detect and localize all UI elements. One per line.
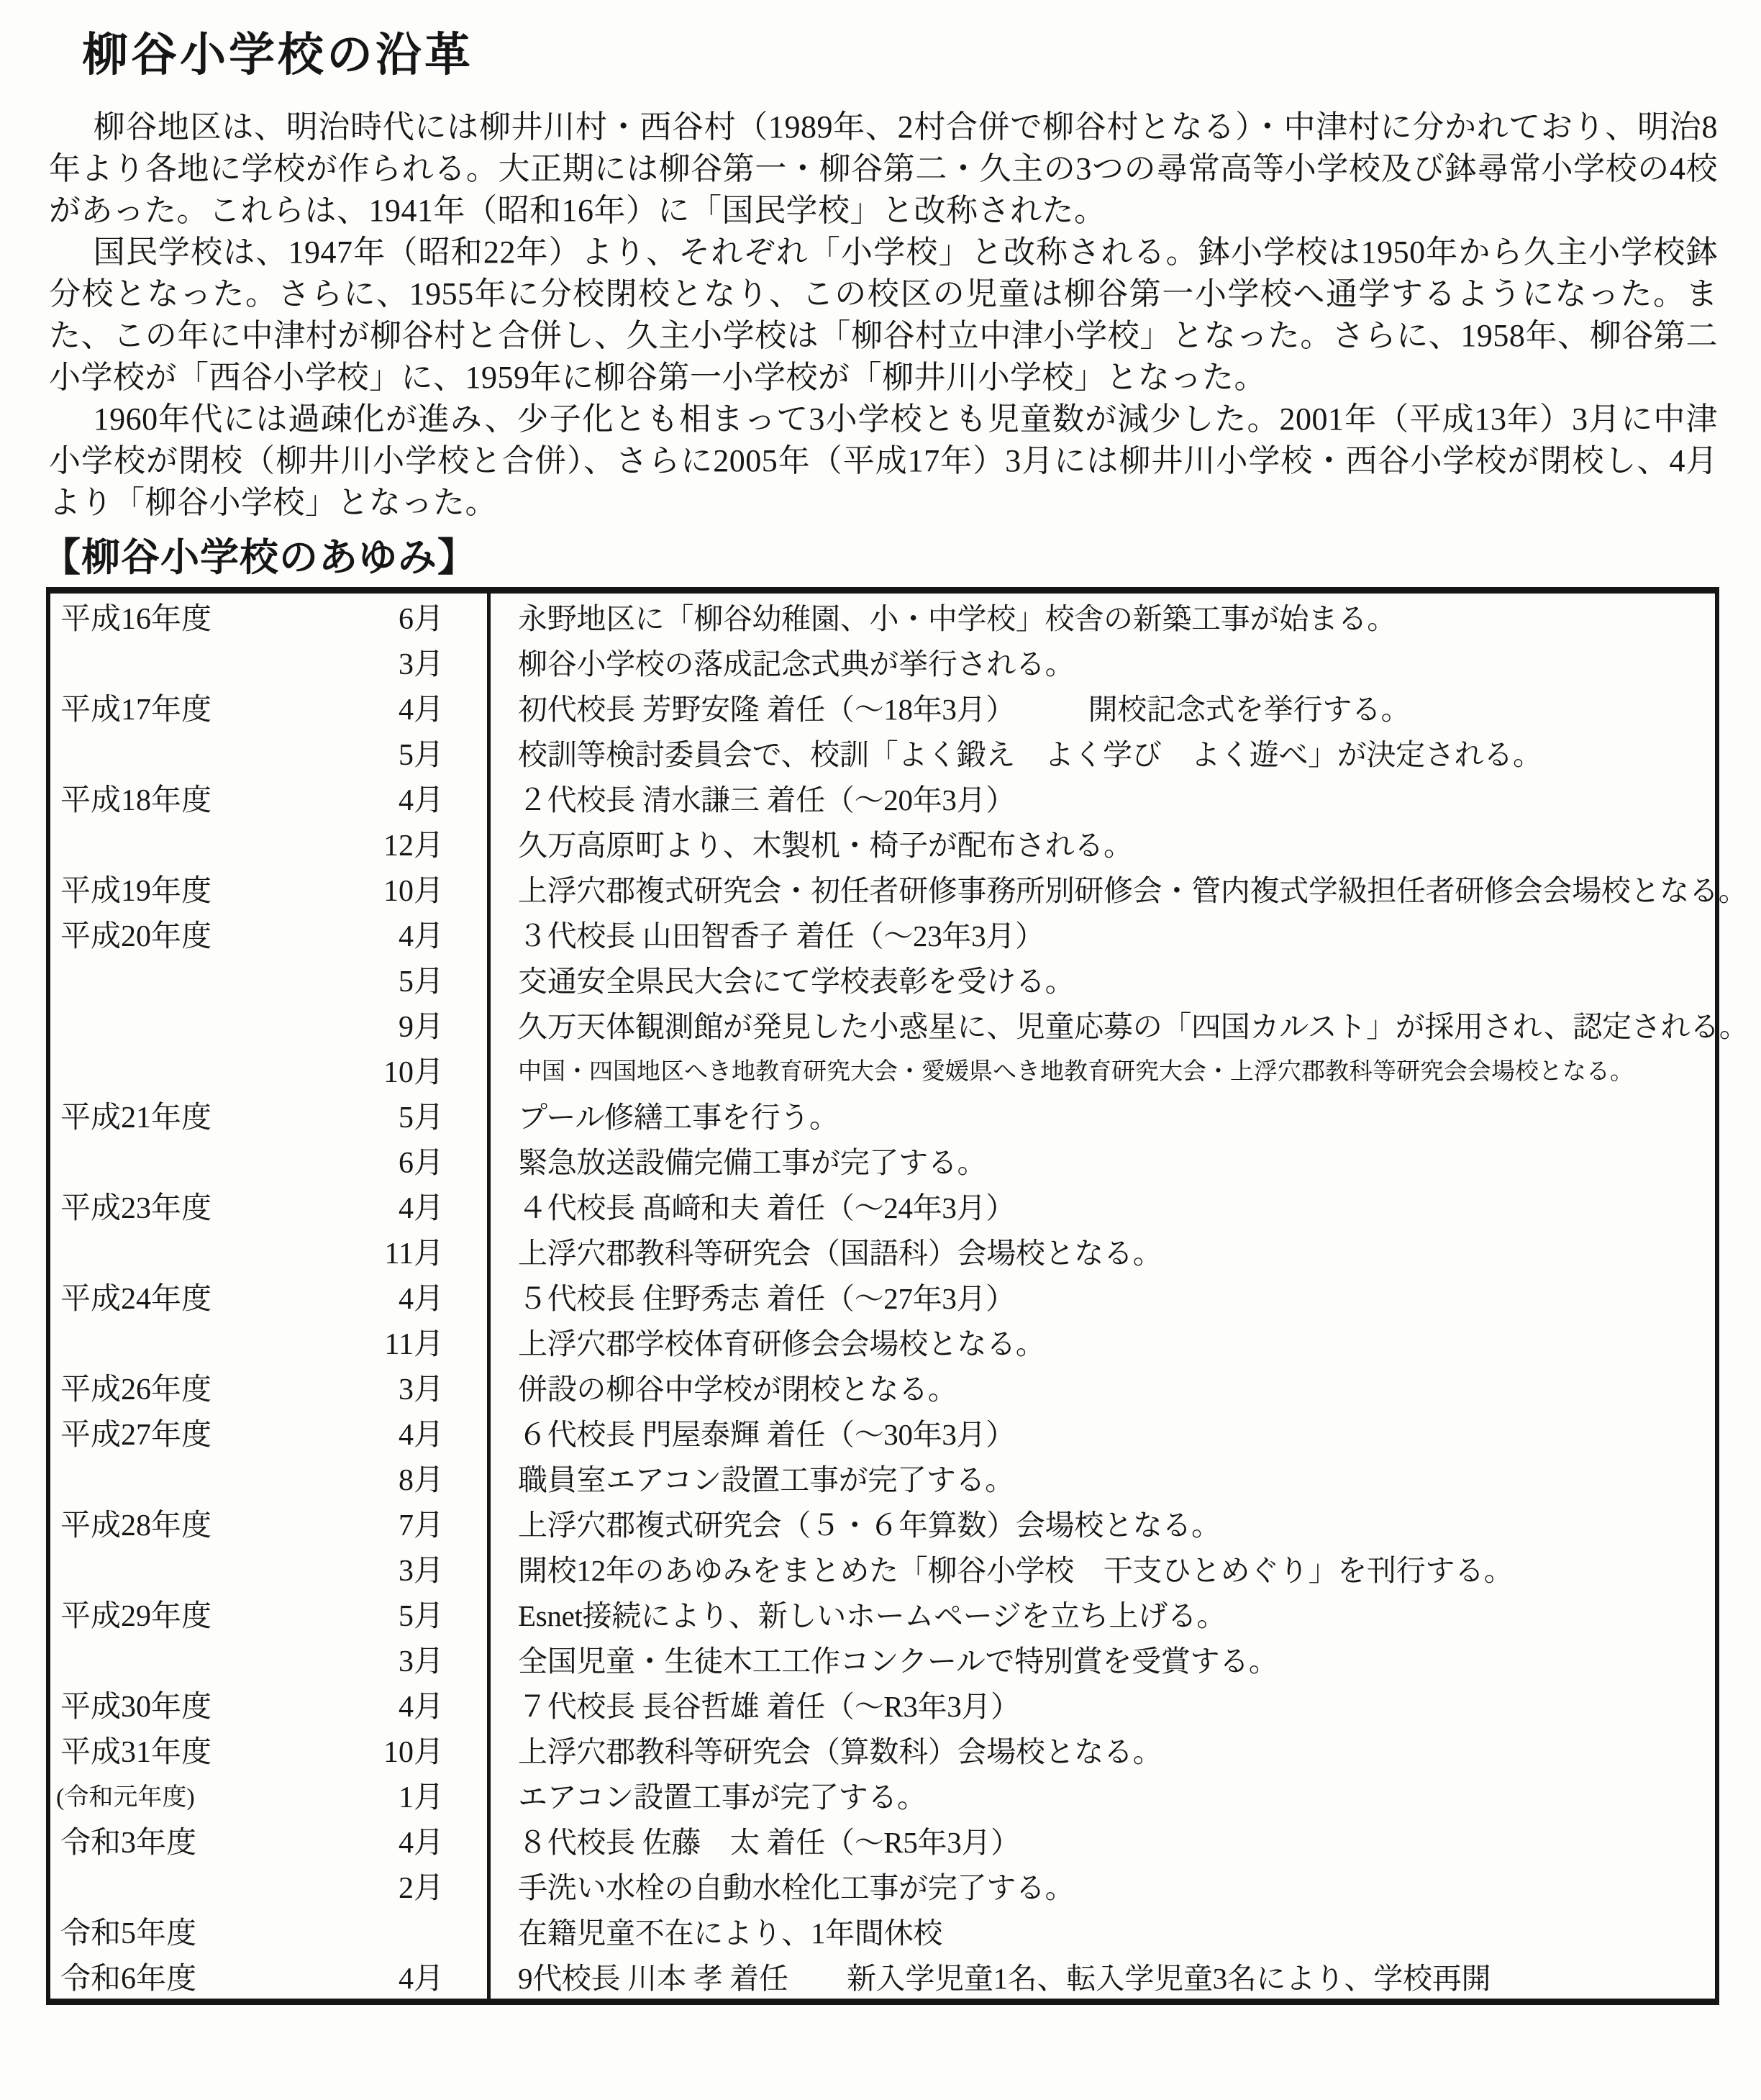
row-month: 1月 <box>288 1772 491 1817</box>
row-event: 上浮穴郡複式研究会（５・６年算数）会場校となる。 <box>518 1509 1221 1542</box>
row-year: 平成30年度 <box>60 1690 212 1724</box>
table-row <box>50 1409 1715 1455</box>
row-event: ５代校長 住野秀志 着任（～27年3月） <box>518 1282 1015 1316</box>
section-heading: 【柳谷小学校のあゆみ】 <box>42 536 477 580</box>
row-month: 4月 <box>288 1681 491 1727</box>
row-year: 平成29年度 <box>60 1599 212 1633</box>
intro-paragraph-1: 柳谷地区は、明治時代には柳井川村・西谷村（1989年、2村合併で柳谷村となる）・中津村に分かれており、明治8年より各地に学校が作られる。大正期には柳谷第一・柳谷第二・久主の3つの尋常高等小学校及び鉢尋常小学校の4校があった。これらは、1941年（昭和16年）に「国民学校」と改称された。 <box>49 109 1718 229</box>
row-event: ７代校長 長谷哲雄 着任（～R3年3月） <box>518 1690 1020 1724</box>
table-row <box>50 1727 1715 1772</box>
row-month: 2月 <box>288 1863 491 1908</box>
row-year: 平成18年度 <box>60 783 212 817</box>
row-month: 3月 <box>288 1545 491 1591</box>
table-row <box>50 1908 1715 1953</box>
table-row <box>50 865 1748 911</box>
row-year: 平成16年度 <box>60 602 212 636</box>
row-month: 4月 <box>288 1273 491 1319</box>
row-year: 平成28年度 <box>60 1509 212 1542</box>
row-month: 4月 <box>288 1817 491 1863</box>
row-event: 併設の柳谷中学校が閉校となる。 <box>518 1373 957 1406</box>
table-row <box>50 1500 1715 1545</box>
table-row <box>50 1817 1715 1863</box>
table-row <box>50 1273 1715 1319</box>
row-year: 平成26年度 <box>60 1373 212 1406</box>
row-month: 5月 <box>288 729 491 775</box>
row-month: 4月 <box>288 1183 491 1228</box>
row-event: エアコン設置工事が完了する。 <box>518 1781 927 1814</box>
row-month: 4月 <box>288 684 491 729</box>
table-row <box>50 729 1715 775</box>
row-year: 令和3年度 <box>60 1826 197 1860</box>
row-event: 初代校長 芳野安隆 着任（～18年3月） 開校記念式を挙行する。 <box>518 693 1411 727</box>
intro-section <box>49 106 1718 524</box>
row-event: 9代校長 川本 孝 着任 新入学児童1名、転入学児童3名により、学校再開 <box>518 1962 1491 1996</box>
row-month: 3月 <box>288 1364 491 1409</box>
row-year: (令和元年度) <box>56 1784 195 1812</box>
row-year: 平成23年度 <box>60 1191 212 1225</box>
history-table <box>46 587 1749 2005</box>
table-row <box>50 1047 1715 1092</box>
row-event: ２代校長 清水謙三 着任（～20年3月） <box>518 783 1015 817</box>
row-event: 中国・四国地区へき地教育研究大会・愛媛県へき地教育研究大会・上浮穴郡教科等研究会会場校となる。 <box>518 1059 1634 1086</box>
row-event: ８代校長 佐藤 太 着任（～R5年3月） <box>518 1826 1020 1860</box>
row-event: 交通安全県民大会にて学校表彰を受ける。 <box>518 965 1075 999</box>
row-month <box>288 1908 491 1953</box>
table-row <box>50 1863 1715 1908</box>
row-month: 11月 <box>288 1319 491 1364</box>
row-year: 平成31年度 <box>60 1735 212 1769</box>
row-month: 6月 <box>288 1137 491 1183</box>
row-month: 8月 <box>288 1455 491 1500</box>
row-event: ６代校長 門屋泰輝 着任（～30年3月） <box>518 1418 1015 1452</box>
row-month: 4月 <box>288 1409 491 1455</box>
row-month: 4月 <box>288 1953 491 1999</box>
table-row <box>50 1319 1715 1364</box>
row-event: 上浮穴郡学校体育研修会会場校となる。 <box>518 1327 1045 1361</box>
row-event: ４代校長 髙﨑和夫 着任（～24年3月） <box>518 1191 1015 1225</box>
table-row <box>50 639 1715 684</box>
row-event: プール修繕工事を行う。 <box>518 1101 839 1135</box>
row-event: 上浮穴郡教科等研究会（算数科）会場校となる。 <box>518 1735 1162 1769</box>
table-row <box>50 1455 1715 1500</box>
intro-paragraph-2: 国民学校は、1947年（昭和22年）より、それぞれ「小学校」と改称される。鉢小学校は1950年から久主小学校鉢分校となった。さらに、1955年に分校閉校となり、この校区の児童は柳谷第一小学校へ通学するようになった。また、この年に中津村が柳谷村と合併し、久主小学校は「柳谷村立中津小学校」となった。さらに、1958年、柳谷第二小学校が「西谷小学校」に、1959年に柳谷第一小学校が「柳井川小学校」となった。 <box>49 235 1718 396</box>
row-month: 5月 <box>288 956 491 1001</box>
row-month: 3月 <box>288 1636 491 1681</box>
table-row <box>50 1001 1749 1047</box>
row-year: 平成24年度 <box>60 1282 212 1316</box>
table-row <box>50 684 1715 729</box>
table-row <box>50 1772 1715 1817</box>
row-year: 平成20年度 <box>60 919 212 953</box>
table-row <box>50 1137 1715 1183</box>
row-month: 10月 <box>288 1727 491 1772</box>
row-month: 5月 <box>288 1092 491 1137</box>
row-event: 柳谷小学校の落成記念式典が挙行される。 <box>518 647 1075 681</box>
row-month: 6月 <box>288 594 491 639</box>
row-event: ３代校長 山田智香子 着任（～23年3月） <box>518 919 1045 953</box>
table-row <box>50 1545 1715 1591</box>
table-row <box>50 1681 1715 1727</box>
row-year: 平成17年度 <box>60 693 212 727</box>
table-row <box>50 1364 1715 1409</box>
table-row <box>50 956 1715 1001</box>
table-row <box>50 911 1715 956</box>
row-month: 3月 <box>288 639 491 684</box>
row-year: 平成19年度 <box>60 874 212 908</box>
row-year: 平成27年度 <box>60 1418 212 1452</box>
page-title: 柳谷小学校の沿革 <box>82 29 473 81</box>
row-year: 令和5年度 <box>60 1917 197 1950</box>
table-row <box>50 594 1715 639</box>
row-event: 久万高原町より、木製机・椅子が配布される。 <box>518 829 1133 863</box>
row-month: 9月 <box>288 1001 491 1047</box>
row-month: 7月 <box>288 1500 491 1545</box>
row-month: 11月 <box>288 1228 491 1273</box>
row-event: 手洗い水栓の自動水栓化工事が完了する。 <box>518 1871 1075 1905</box>
row-month: 4月 <box>288 911 491 956</box>
table-row <box>50 1228 1715 1273</box>
row-event: 永野地区に「柳谷幼稚園、小・中学校」校舎の新築工事が始まる。 <box>518 602 1396 636</box>
row-event: 全国児童・生徒木工工作コンクールで特別賞を受賞する。 <box>518 1645 1278 1678</box>
row-event: Esnet接続により、新しいホームページを立ち上げる。 <box>518 1599 1227 1633</box>
history-table-body <box>50 594 1749 1999</box>
row-event: 緊急放送設備完備工事が完了する。 <box>518 1146 987 1180</box>
row-event: 職員室エアコン設置工事が完了する。 <box>518 1463 1014 1497</box>
row-event: 久万天体観測館が発見した小惑星に、児童応募の「四国カルスト」が採用され、認定される。 <box>518 1010 1749 1044</box>
table-row <box>50 1183 1715 1228</box>
row-month: 12月 <box>288 820 491 865</box>
table-row <box>50 775 1715 820</box>
row-event: 上浮穴郡教科等研究会（国語科）会場校となる。 <box>518 1237 1162 1271</box>
row-event: 開校12年のあゆみをまとめた「柳谷小学校 干支ひとめぐり」を刊行する。 <box>518 1554 1514 1588</box>
table-row <box>50 1953 1715 1999</box>
row-year: 平成21年度 <box>60 1101 212 1135</box>
table-row <box>50 1092 1715 1137</box>
row-event: 校訓等検討委員会で、校訓「よく鍛え よく学び よく遊べ」が決定される。 <box>518 738 1542 772</box>
row-event: 在籍児童不在により、1年間休校 <box>518 1917 942 1950</box>
row-month: 5月 <box>288 1591 491 1636</box>
table-row <box>50 1591 1715 1636</box>
table-row <box>50 820 1715 865</box>
row-month: 4月 <box>288 775 491 820</box>
intro-paragraph-3: 1960年代には過疎化が進み、少子化とも相まって3小学校とも児童数が減少した。2001年（平成13年）3月に中津小学校が閉校（柳井川小学校と合併）、さらに2005年（平成17年）3月には柳井川小学校・西谷小学校が閉校し、4月より「柳谷小学校」となった。 <box>49 401 1718 521</box>
row-month: 10月 <box>288 865 491 911</box>
table-row <box>50 1636 1715 1681</box>
row-year: 令和6年度 <box>60 1962 197 1996</box>
row-event: 上浮穴郡複式研究会・初任者研修事務所別研修会・管内複式学級担任者研修会会場校となる。 <box>518 874 1748 908</box>
row-month: 10月 <box>288 1047 491 1092</box>
